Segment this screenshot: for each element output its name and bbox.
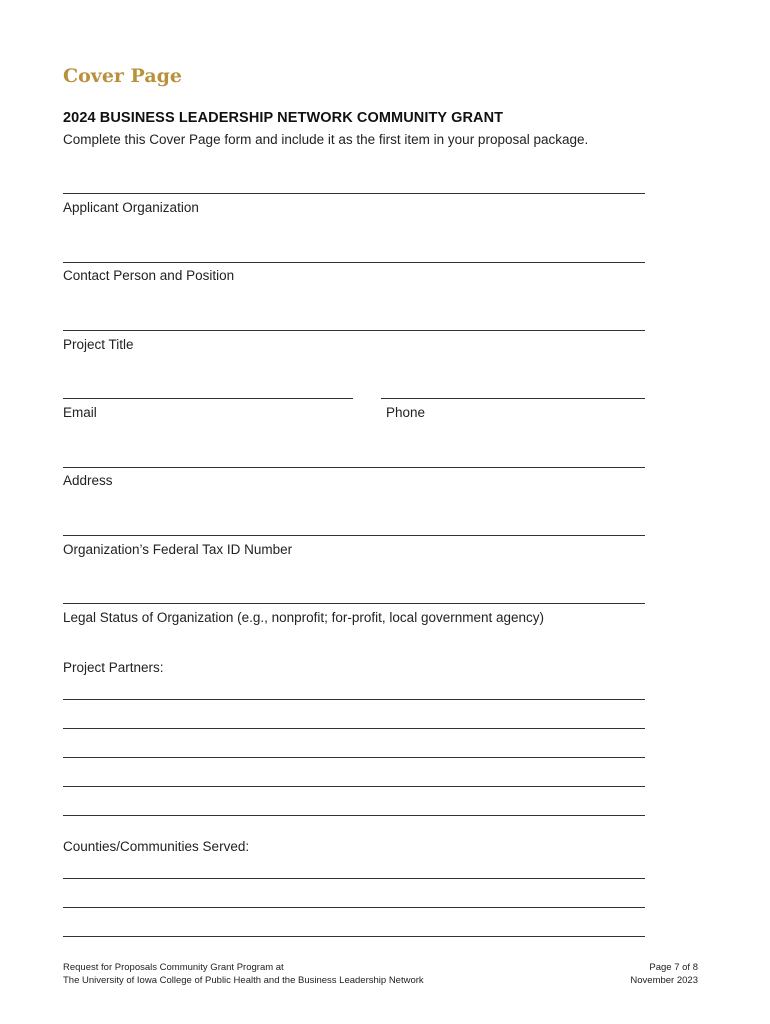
grant-heading: 2024 BUSINESS LEADERSHIP NETWORK COMMUNITY GRANT bbox=[63, 110, 504, 126]
footer-left bbox=[63, 961, 424, 987]
address-line[interactable] bbox=[63, 467, 645, 468]
project-partners-line-5[interactable] bbox=[63, 815, 645, 816]
email-label: Email bbox=[63, 405, 97, 420]
instructions-text: Complete this Cover Page form and include it as the first item in your proposal package. bbox=[63, 132, 589, 147]
counties-served-label: Counties/Communities Served: bbox=[63, 839, 250, 854]
applicant-organization-label: Applicant Organization bbox=[63, 200, 199, 215]
tax-id-label: Organization’s Federal Tax ID Number bbox=[63, 542, 293, 557]
contact-person-line[interactable] bbox=[63, 262, 645, 263]
project-partners-label: Project Partners: bbox=[63, 660, 164, 675]
page-title: Cover Page bbox=[63, 65, 183, 87]
counties-served-line-2[interactable] bbox=[63, 907, 645, 908]
project-title-label: Project Title bbox=[63, 337, 134, 352]
counties-served-line-3[interactable] bbox=[63, 936, 645, 937]
phone-label: Phone bbox=[386, 405, 426, 420]
project-partners-line-3[interactable] bbox=[63, 757, 645, 758]
footer-institution-line: The University of Iowa College of Public Health and the Business Leadership Network bbox=[63, 975, 424, 986]
legal-status-line[interactable] bbox=[63, 603, 645, 604]
counties-served-line-1[interactable] bbox=[63, 878, 645, 879]
contact-person-label: Contact Person and Position bbox=[63, 268, 235, 283]
project-partners-line-4[interactable] bbox=[63, 786, 645, 787]
footer-right bbox=[630, 961, 698, 987]
project-partners-line-1[interactable] bbox=[63, 699, 645, 700]
legal-status-label: Legal Status of Organization (e.g., nonprofit; for-profit, local government agency) bbox=[63, 610, 545, 625]
project-title-line[interactable] bbox=[63, 330, 645, 331]
address-label: Address bbox=[63, 473, 113, 488]
project-partners-line-2[interactable] bbox=[63, 728, 645, 729]
tax-id-line[interactable] bbox=[63, 535, 645, 536]
page-number: Page 7 of 8 bbox=[649, 962, 698, 973]
email-line[interactable] bbox=[63, 398, 353, 399]
footer-program-line: Request for Proposals Community Grant Program at bbox=[63, 962, 284, 973]
footer-date: November 2023 bbox=[630, 975, 698, 986]
applicant-organization-line[interactable] bbox=[63, 193, 645, 194]
phone-line[interactable] bbox=[381, 398, 645, 399]
